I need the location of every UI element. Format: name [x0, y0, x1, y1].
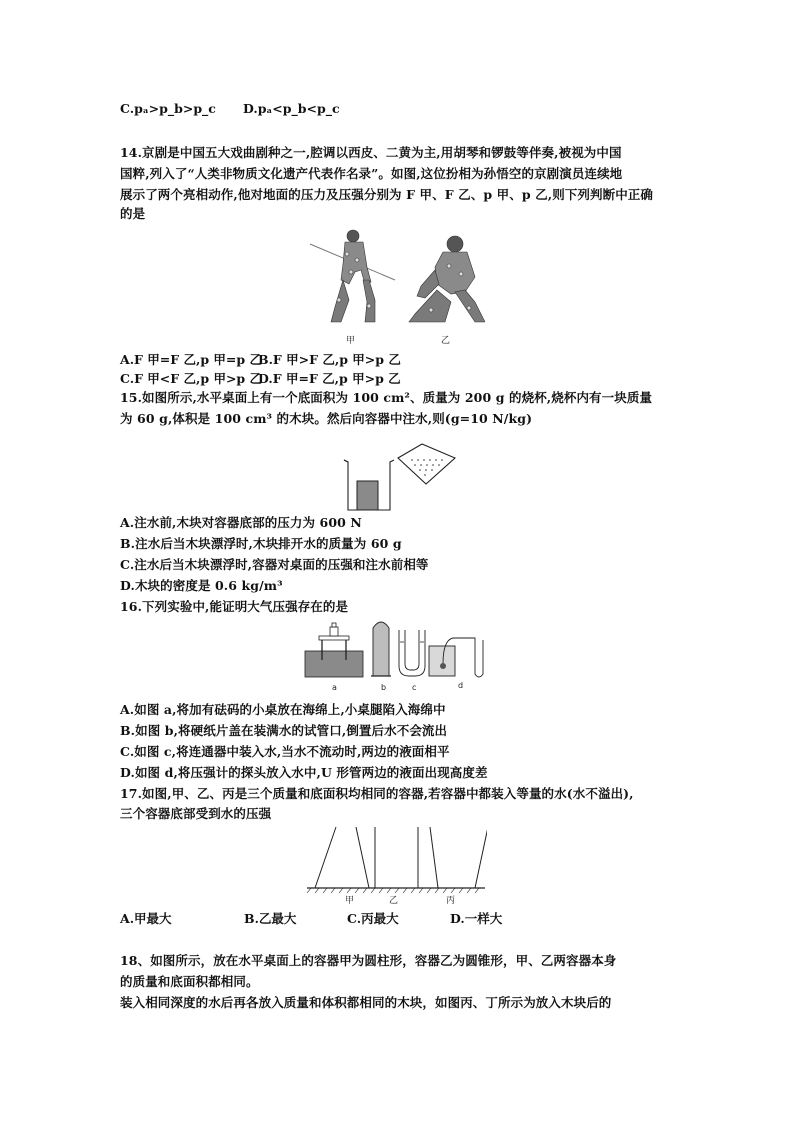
q16-option-b: B.如图 b,将硬纸片盖在装满水的试管口,倒置后水不会流出 [120, 723, 448, 738]
q15-option-a: A.注水前,木块对容器底部的压力为 600 N [120, 515, 362, 530]
q13-option-c: C.pₐ>p_b>p_c [120, 101, 216, 116]
q15-stem-line-2: 为 60 g,体积是 100 cm³ 的木块。然后向容器中注水,则(g=10 N/kg) [120, 411, 533, 426]
q18-stem-line-1: 18、如图所示，放在水平桌面上的容器甲为圆柱形，容器乙为圆锥形，甲、乙两容器本身 [120, 953, 617, 968]
q16-fig-label-a: a [332, 683, 337, 692]
q16-fig-label-c: c [412, 683, 417, 692]
q14-stem-line-1: 14.京剧是中国五大戏曲剧种之一,腔调以西皮、二黄为主,用胡琴和锣鼓等伴奏,被视为中国 [120, 145, 622, 160]
q14-fig-label-right: 乙 [441, 336, 451, 346]
inverted-test-tube [371, 622, 391, 676]
q15-stem-line-1: 15.如图所示,水平桌面上有一个底面积为 100 cm²、质量为 200 g 的烧杯,烧杯内有一块质量 [120, 390, 653, 405]
q14-option-d: D.F 甲=F 乙,p 甲>p 乙 [258, 371, 401, 386]
q17-fig-label-2: 乙 [389, 896, 399, 906]
container-bing-right-wall [475, 827, 487, 888]
q16-experiments-figure [303, 618, 503, 680]
q15-option-d: D.木块的密度是 0.6 kg/m³ [120, 578, 283, 593]
q18-stem-line-3: 装入相同深度的水后再各放入质量和体积都相同的木块，如图丙、丁所示为放入木块后的 [120, 995, 612, 1010]
q14-option-a: A.F 甲=F 乙,p 甲=p 乙 [120, 352, 262, 367]
water-pouring-vessel [398, 444, 455, 484]
q14-stem-line-2: 国粹,列入了“人类非物质文化遗产代表作名录”。如图,这位扮相为孙悟空的京剧演员连续地 [120, 166, 623, 181]
q14-stem-line-4: 的是 [120, 206, 146, 221]
q16-option-a: A.如图 a,将加有砝码的小桌放在海绵上,小桌腿陷入海绵中 [120, 702, 446, 717]
container-bing-left-wall [430, 827, 438, 888]
q15-beaker-figure [340, 440, 460, 512]
pressure-gauge-apparatus [429, 638, 483, 677]
q17-stem-line-2: 三个容器底部受到水的压强 [120, 806, 272, 821]
q16-fig-label-d: d [458, 681, 464, 690]
q14-fig-label-left: 甲 [346, 336, 356, 346]
q16-stem-line-1: 16.下列实验中,能证明大气压强存在的是 [120, 599, 349, 614]
q16-option-d: D.如图 d,将压强计的探头放入水中,U 形管两边的液面出现高度差 [120, 765, 488, 780]
container-jia-left-wall [315, 827, 336, 888]
q14-opera-figure [305, 222, 485, 350]
q17-option-d: D.一样大 [450, 911, 503, 926]
q18-stem-line-2: 的质量和底面积都相同。 [120, 974, 259, 989]
q17-stem-line-1: 17.如图,甲、乙、丙是三个质量和底面积均相同的容器,若容器中都装入等量的水(水不溢出), [120, 786, 634, 801]
performer-left-illustration [310, 230, 395, 322]
u-tube-connector [399, 630, 425, 676]
sponge-table-apparatus [305, 623, 363, 677]
q14-option-c: C.F 甲<F 乙,p 甲>p 乙 [120, 371, 263, 386]
q17-option-c: C.丙最大 [347, 911, 399, 926]
q17-containers-figure [305, 822, 487, 894]
q17-fig-label-1: 甲 [345, 896, 355, 906]
q15-option-c: C.注水后当木块漂浮时,容器对桌面的压强和注水前相等 [120, 557, 429, 572]
q14-option-b: B.F 甲>F 乙,p 甲>p 乙 [258, 352, 401, 367]
q17-option-b: B.乙最大 [244, 911, 297, 926]
q15-option-b: B.注水后当木块漂浮时,木块排开水的质量为 60 g [120, 536, 402, 551]
container-jia-right-wall [356, 827, 369, 888]
q13-option-d: D.pₐ<p_b<p_c [243, 101, 340, 116]
q14-stem-line-3: 展示了两个亮相动作,他对地面的压力及压强分别为 F 甲、F 乙、p 甲、p 乙,则下列判断中正确 [120, 187, 653, 202]
q17-fig-label-3: 丙 [446, 896, 456, 906]
wood-block-shape [357, 481, 378, 510]
q17-option-a: A.甲最大 [120, 911, 172, 926]
q16-fig-label-b: b [381, 683, 387, 692]
q16-option-c: C.如图 c,将连通器中装入水,当水不流动时,两边的液面相平 [120, 744, 450, 759]
performer-right-illustration [409, 236, 485, 322]
